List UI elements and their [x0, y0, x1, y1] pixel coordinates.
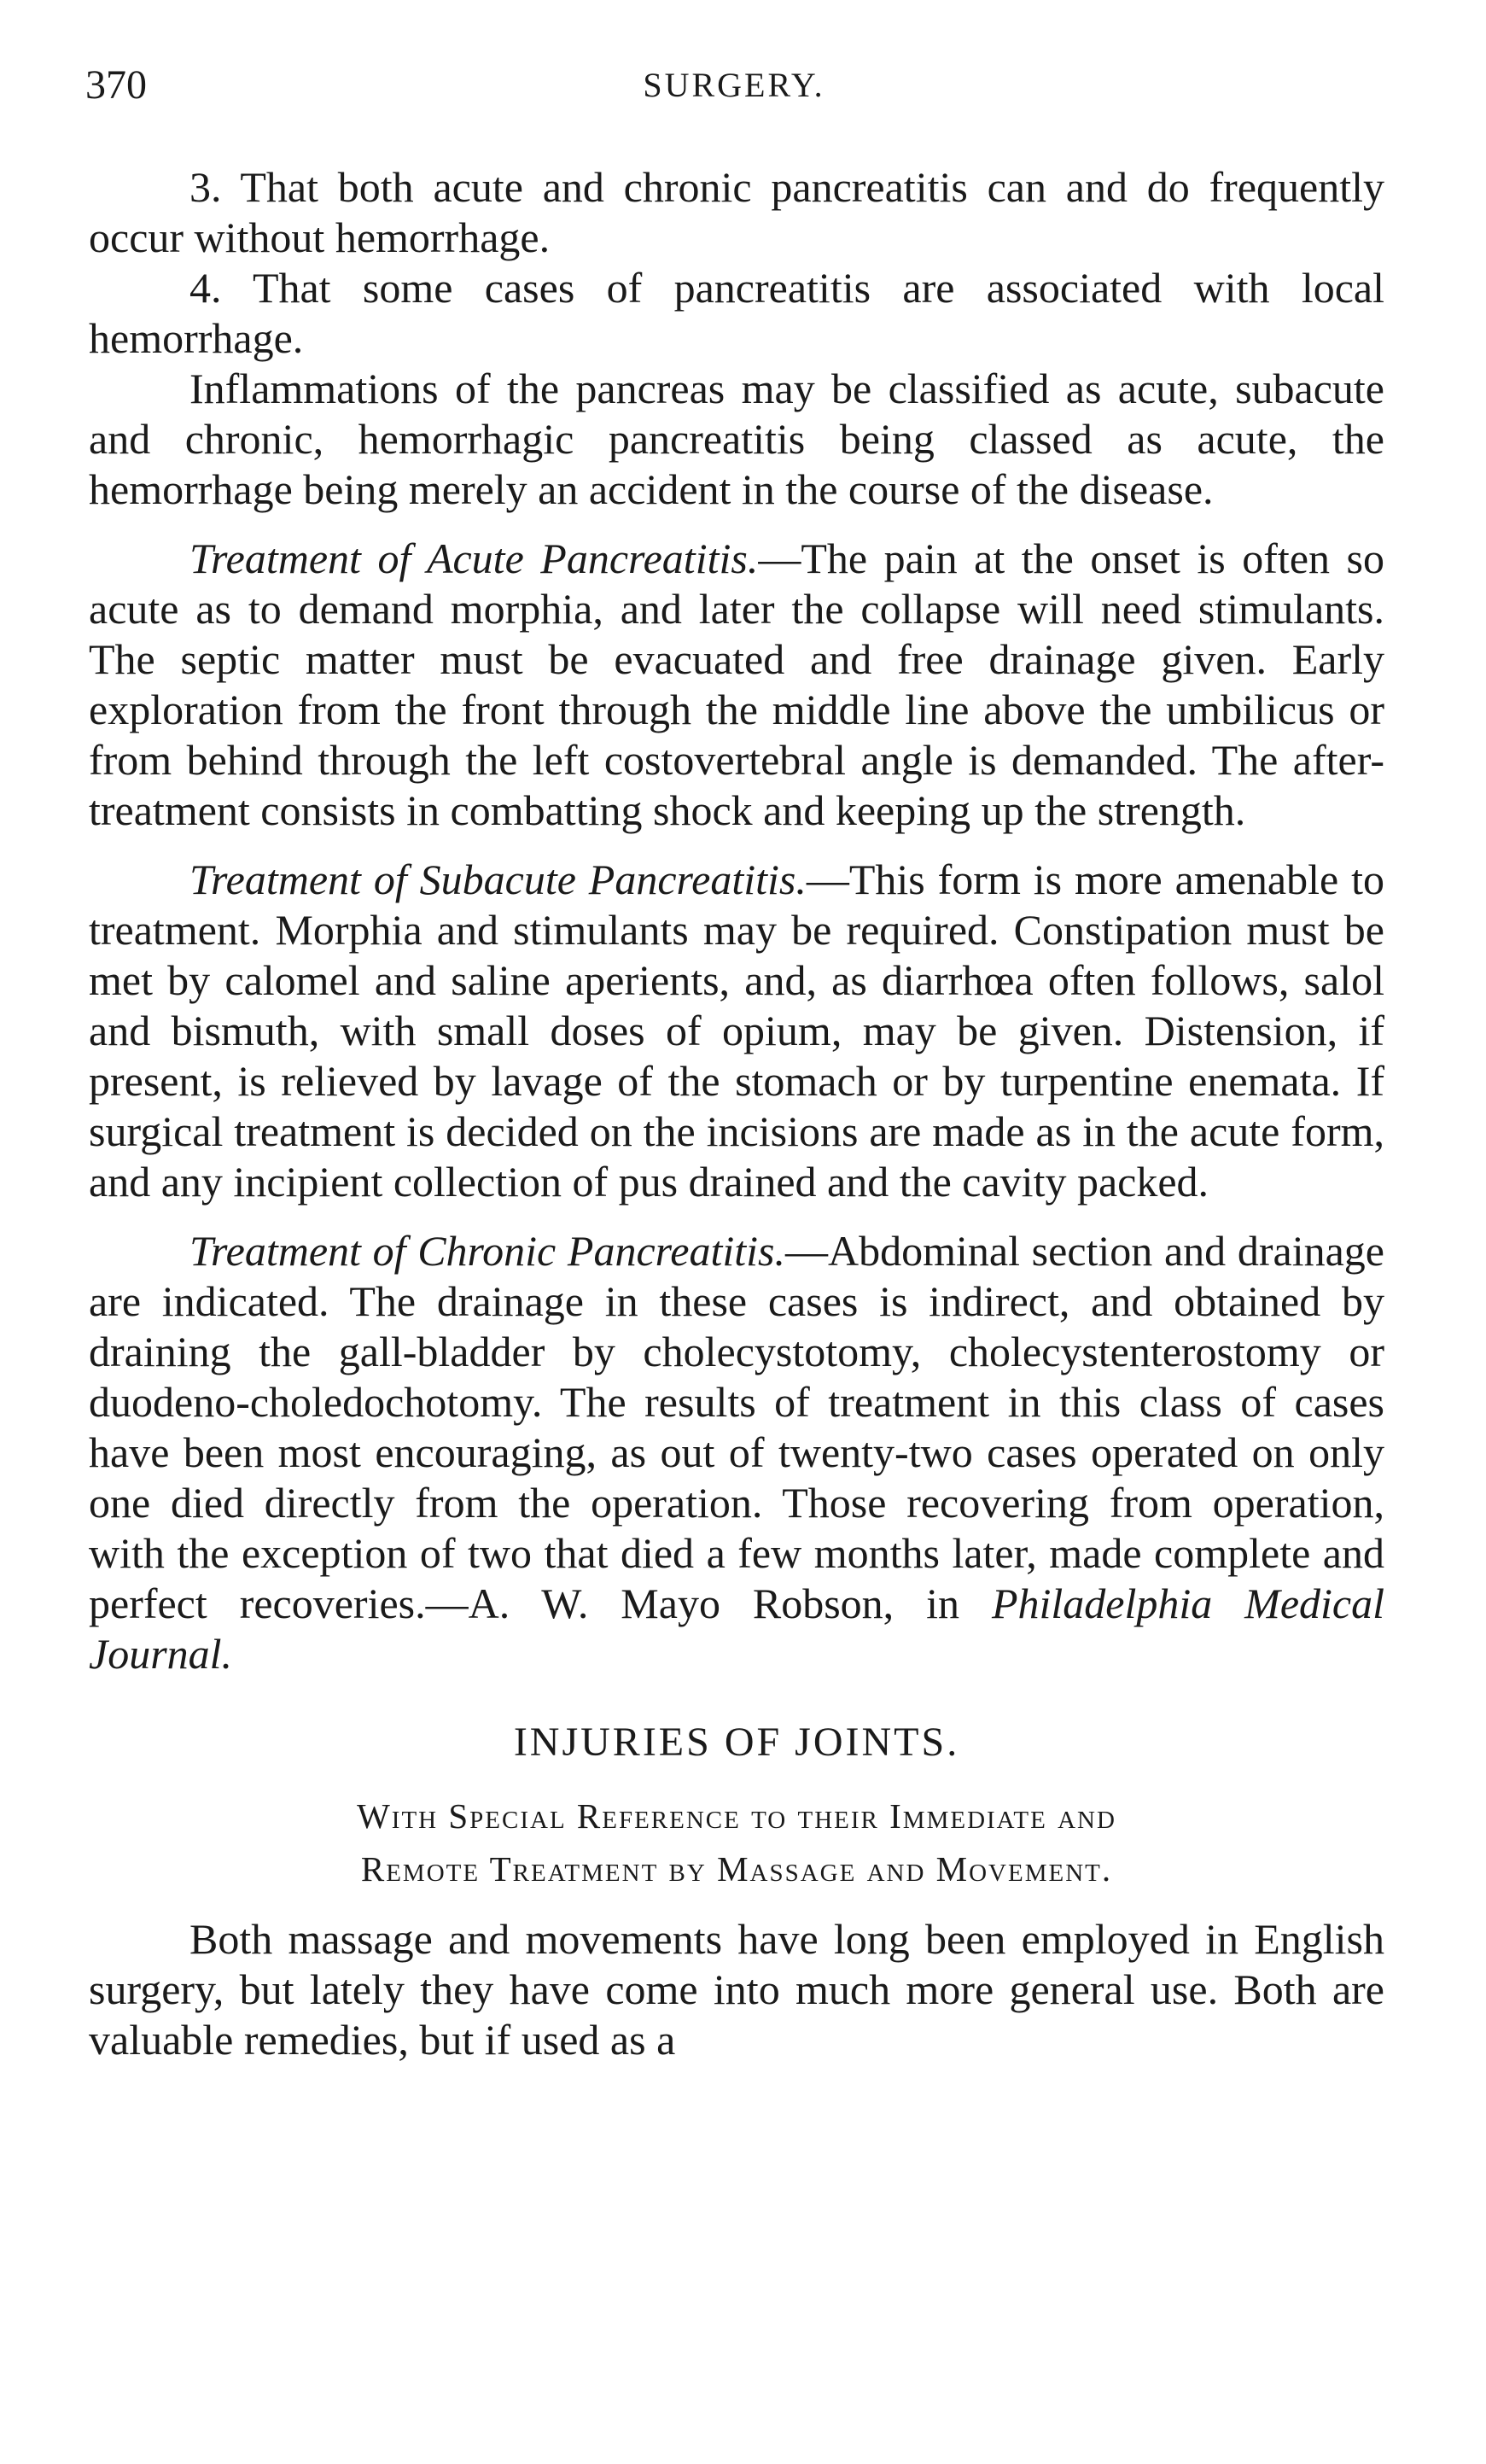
paragraph-acute-treatment [89, 534, 1384, 836]
acute-treatment-text: —The pain at the onset is often so acute as to demand morphia, and later the collapse will need stimulants. The septic matter must be evacuated and free drainage given. Early exploration from the front through the middle line above the umbilicus or from behind through the left costovertebral angle is demanded. The after-treatment consists in combatting shock and keeping up the strength. [89, 534, 1384, 834]
section-heading: INJURIES OF JOINTS. [513, 1720, 960, 1765]
subheading-line-1: With Special Reference to their Immediate and [357, 1796, 1116, 1836]
page-number: 370 [85, 62, 147, 108]
paragraph-point-4: 4. That some cases of pancreatitis are associated with local hemorrhage. [89, 264, 1384, 362]
subacute-treatment-title: Treatment of Subacute Pancreatitis. [189, 855, 807, 903]
paragraph-subacute-treatment [89, 855, 1384, 1207]
acute-treatment-title: Treatment of Acute Pancreatitis. [189, 534, 759, 582]
journal-citation: Philadelphia Medical Journal. [89, 1579, 1384, 1678]
section-subheading [89, 1790, 1384, 1895]
body-text [89, 162, 1384, 2065]
paragraph-point-3: 3. That both acute and chronic pancreatitis can and do frequently occur without hemorrhage. [89, 163, 1384, 261]
subacute-treatment-text: —This form is more amenable to treatment. Morphia and stimulants may be required. Constipation must be met by calomel and saline aperients, and, as diarrhœa often follows, salol and bismuth, with small doses of opium, may be given. Distension, if present, is relieved by lavage of the stomach or by turpentine enemata. If surgical treatment is decided on the incisions are made as in the acute form, and any incipient collection of pus drained and the cavity packed. [89, 855, 1384, 1206]
paragraph-classification: Inflammations of the pancreas may be classified as acute, subacute and chronic, hemorrhagic pancreatitis being classed as acute, the hemorrhage being merely an accident in the course of the disease. [89, 365, 1384, 513]
subheading-line-2: Remote Treatment by Massage and Movement. [360, 1849, 1113, 1889]
chronic-treatment-text: —Abdominal section and drainage are indicated. The drainage in these cases is indirect, and obtained by draining the gall-bladder by cholecystotomy, cholecystenterostomy or duodeno-choledochotomy. The results of treatment in this class of cases have been most encouraging, as out of twenty-two cases operated on only one died directly from the operation. Those recovering from operation, with the exception of two that died a few months later, made complete and perfect recoveries.—A. W. Mayo Robson, in [89, 1227, 1384, 1627]
running-head: SURGERY. [643, 66, 825, 104]
paragraph-massage-intro: Both massage and movements have long been employed in English surgery, but lately they have come into much more general use. Both are valuable remedies, but if used as a [89, 1915, 1384, 2064]
chronic-treatment-title: Treatment of Chronic Pancreatitis. [189, 1227, 785, 1275]
paragraph-chronic-treatment [89, 1226, 1384, 1679]
page-header [85, 61, 1383, 121]
